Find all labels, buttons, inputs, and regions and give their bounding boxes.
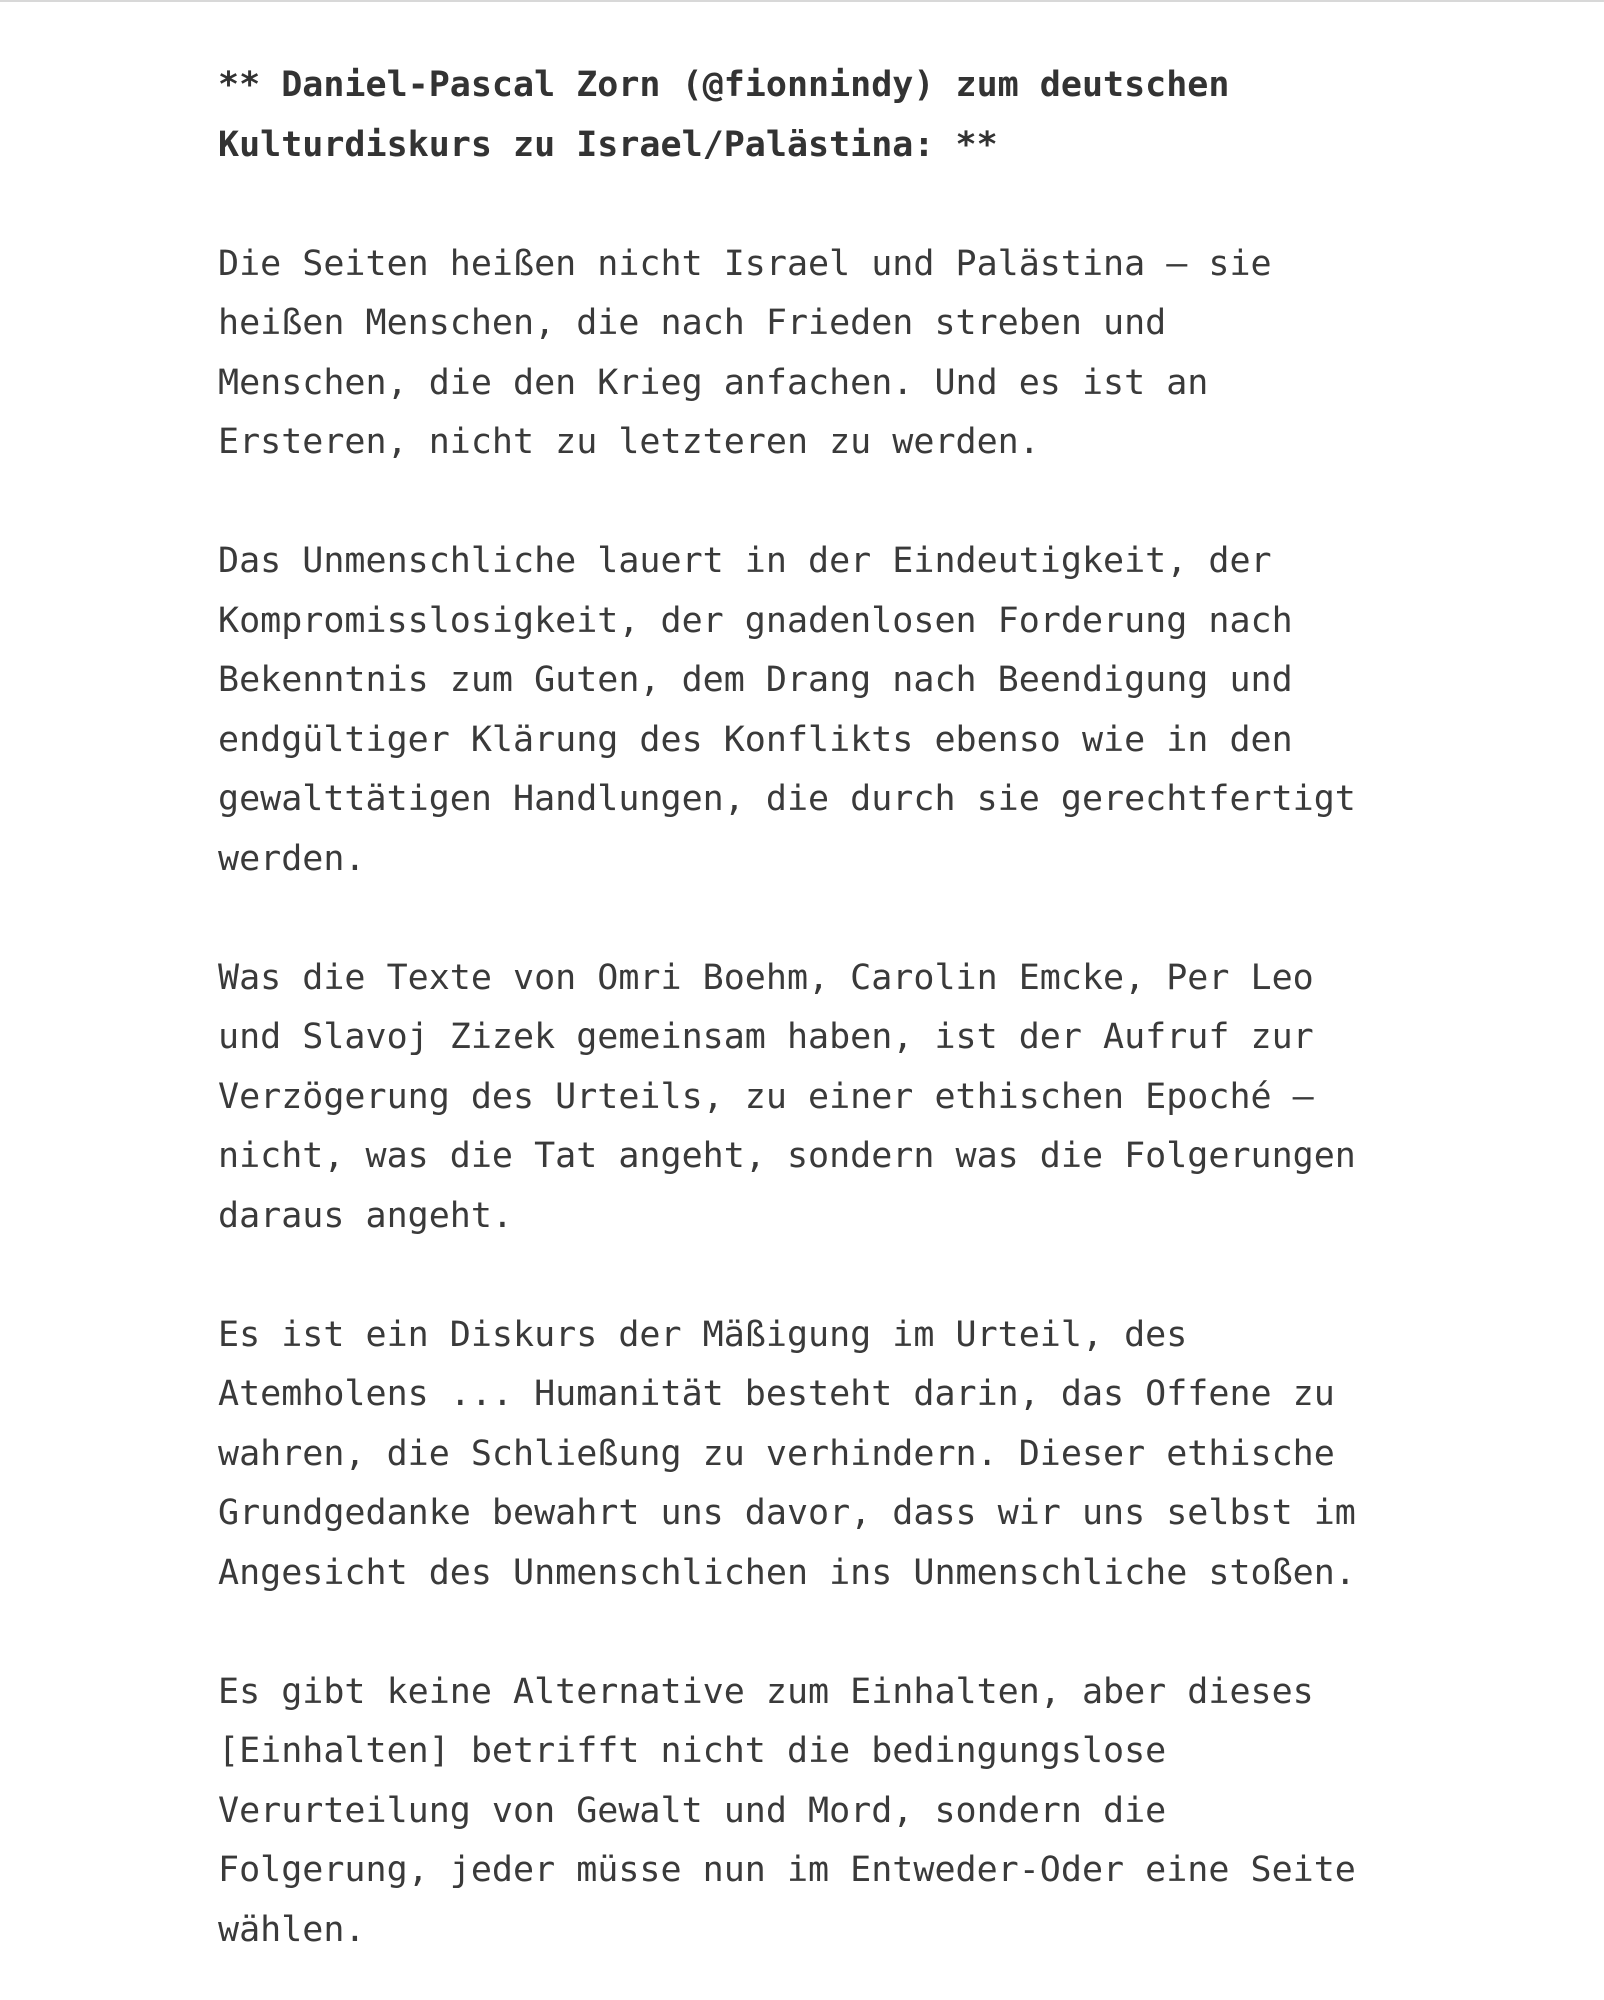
title-line: Kulturdiskurs zu Israel/Palästina: ** <box>218 124 998 165</box>
document-title <box>218 56 1518 175</box>
text-line: gewalttätigen Handlungen, die durch sie gerechtfertigt <box>218 779 1356 819</box>
text-line: Kompromisslosigkeit, der gnadenlosen Forderung nach <box>218 600 1293 641</box>
text-line: Menschen, die den Krieg anfachen. Und es ist an <box>218 362 1209 403</box>
text-line: Es ist ein Diskurs der Mäßigung im Urteil, des <box>218 1314 1188 1355</box>
text-line: Folgerung, jeder müsse nun im Entweder-Oder eine Seite <box>218 1850 1356 1890</box>
text-line: werden. <box>218 838 366 879</box>
text-line: Verzögerung des Urteils, zu einer ethischen Epoché – <box>218 1076 1314 1117</box>
paragraph-4 <box>218 1306 1518 1604</box>
paragraph-3 <box>218 949 1518 1247</box>
text-line: wählen. <box>218 1909 366 1950</box>
text-line: [Einhalten] betrifft nicht die bedingungslose <box>218 1731 1167 1771</box>
text-line: Angesicht des Unmenschlichen ins Unmenschliche stoßen. <box>218 1552 1356 1593</box>
text-line: und Slavoj Zizek gemeinsam haben, ist der Aufruf zur <box>218 1017 1314 1057</box>
paragraph-2 <box>218 532 1518 889</box>
text-line: nicht, was die Tat angeht, sondern was die Folgerungen <box>218 1136 1356 1176</box>
text-line: wahren, die Schließung zu verhindern. Dieser ethische <box>218 1433 1335 1474</box>
top-divider <box>0 0 1604 2</box>
text-line: Atemholens ... Humanität besteht darin, das Offene zu <box>218 1374 1335 1414</box>
text-line: Das Unmenschliche lauert in der Eindeutigkeit, der <box>218 541 1272 581</box>
text-line: Es gibt keine Alternative zum Einhalten, aber dieses <box>218 1671 1314 1712</box>
document-body <box>218 56 1518 1960</box>
title-line: ** Daniel-Pascal Zorn (@fionnindy) zum deutschen <box>218 65 1230 105</box>
paragraph-5 <box>218 1663 1518 1961</box>
text-line: Die Seiten heißen nicht Israel und Palästina – sie <box>218 243 1272 284</box>
text-line: Grundgedanke bewahrt uns davor, dass wir uns selbst im <box>218 1493 1356 1533</box>
paragraph-1 <box>218 235 1518 473</box>
text-line: Verurteilung von Gewalt und Mord, sondern die <box>218 1790 1167 1831</box>
text-line: Bekenntnis zum Guten, dem Drang nach Beendigung und <box>218 660 1293 700</box>
text-line: Ersteren, nicht zu letzteren zu werden. <box>218 422 1040 462</box>
text-line: heißen Menschen, die nach Frieden streben und <box>218 303 1167 343</box>
text-line: daraus angeht. <box>218 1195 514 1236</box>
text-line: endgültiger Klärung des Konflikts ebenso wie in den <box>218 719 1293 760</box>
text-line: Was die Texte von Omri Boehm, Carolin Emcke, Per Leo <box>218 957 1314 998</box>
